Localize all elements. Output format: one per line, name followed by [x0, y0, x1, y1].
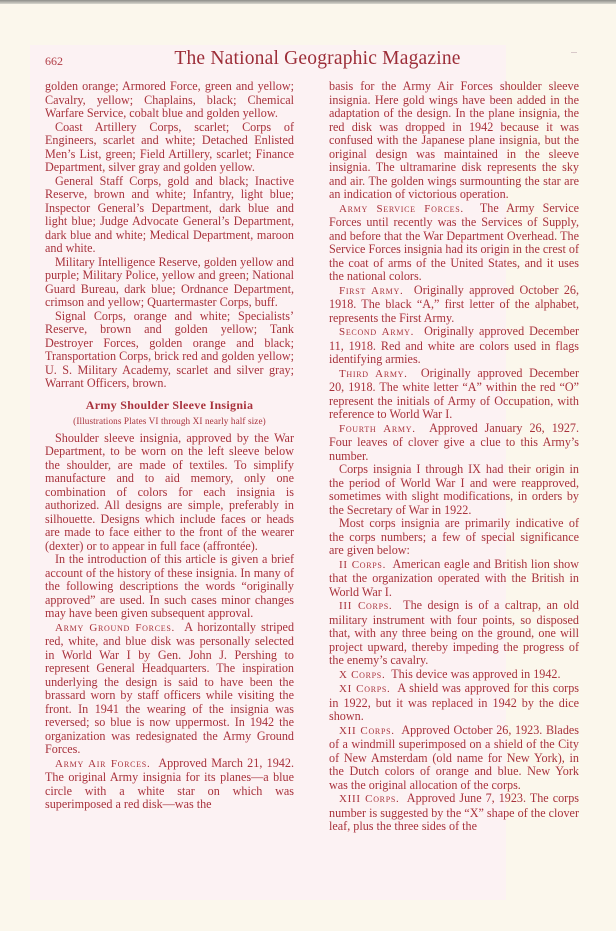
entry-text: Approved January 26, 1927. Four leaves of clover give a clue to this Army’s number.: [329, 420, 580, 463]
page-header: [45, 48, 590, 72]
paragraph: Most corps insignia are primarily indicative of the corps numbers; a few of special significance are given below:: [329, 516, 579, 557]
paragraph: golden orange; Armored Force, green and yellow; Cavalry, yellow; Chaplains, black; Chemical Warfare Service, cobalt blue and golden yellow.: [45, 79, 294, 120]
entry-label: III Corps.: [339, 600, 393, 612]
paragraph: Shoulder sleeve insignia, approved by the War Department, to be worn on the left sleeve below the shoulder, are made of textiles. To simplify manufacture and to aid memory, only one combination of colors for each insignia is authorized. All designs are simple, preferably in silhouette. Designs which include faces or heads are made to face either to the front of the wearer (dexter) or to appear in full face (affrontée).: [45, 430, 294, 553]
entry-third-army: [329, 367, 579, 422]
section-subheading: (Illustrations Plates VI through XI nearly half size): [73, 416, 266, 426]
entry-ii-corps: [329, 558, 579, 600]
scan-edge: [0, 0, 616, 4]
entry-text: Originally approved December 11, 1918. Red and white are colors used in flags identifying armies.: [329, 324, 580, 366]
entry-fourth-army: [329, 422, 579, 464]
page-number: 662: [45, 54, 63, 68]
entry-text: Approved October 26, 1923. Blades of a windmill superimposed on a shield of the City of New Amsterdam (old name for New York), in the Dutch colors of orange and blue. New York was the original allocation of the corps.: [329, 722, 580, 792]
entry-text: Originally approved December 20, 1918. The white letter “A” within the red “O” represent the initials of Army of Occupation, with reference to World War I.: [329, 365, 579, 421]
right-column: [329, 80, 579, 834]
section-heading: Army Shoulder Sleeve Insignia: [85, 397, 254, 412]
entry-xiii-corps: [329, 792, 579, 834]
left-column: [45, 80, 294, 812]
running-title: The National Geographic Magazine: [174, 48, 461, 69]
entry-text: Originally approved October 26, 1918. The black “A,” first letter of the alphabet, represents the First Army.: [329, 282, 579, 325]
entry-text: A horizontally striped red, white, and blue disk was personally selected in World War I by Gen. John J. Pershing to represent General Headquarters. The inspiration underlying the design is said to have been the brassard worn by staff officers while visiting the front. In 1941 the wearing of the insignia was reversed; so blue is now uppermost. In 1942 the organization was redesignated the Army Ground Forces.: [45, 619, 295, 756]
entry-label: First Army.: [339, 284, 404, 297]
entry-label: Army Ground Forces.: [55, 621, 175, 634]
entry-label: Third Army.: [339, 367, 408, 380]
entry-text: Approved June 7, 1923. The corps number is suggested by the “X” shape of the clover leaf, plus the three sides of the: [329, 791, 579, 833]
entry-label: Fourth Army.: [339, 422, 416, 435]
paragraph: Corps insignia I through IX had their origin in the period of World War I and were reapproved, sometimes with slight modifications, in orders by the Secretary of War in 1922.: [329, 462, 579, 517]
paragraph: General Staff Corps, gold and black; Inactive Reserve, brown and white; Infantry, light blue; Inspector General’s Department, dark blue and light blue; Judge Advocate General’s Department, dark blue and white; Medical Department, maroon and white.: [45, 173, 294, 255]
entry-label: Army Air Forces.: [55, 757, 151, 770]
entry-label: XI Corps.: [339, 683, 391, 695]
entry-text: Approved March 21, 1942. The original Army insignia for its planes—a blue circle with a white star on which was superimposed a red disk—was the: [45, 755, 294, 811]
paragraph: Military Intelligence Reserve, golden yellow and purple; Military Police, yellow and green; National Guard Bureau, dark blue; Ordnance Department, crimson and yellow; Quartermaster Corps, buff.: [45, 254, 294, 309]
entry-label: XIII Corps.: [339, 793, 400, 805]
entry-army-air-forces: [45, 757, 294, 812]
entry-label: Second Army.: [339, 326, 415, 338]
entry-label: Army Service Forces.: [339, 202, 464, 215]
entry-text: The design is of a caltrap, an old military instrument with four points, so disposed that, with any three being on the ground, one will project upward, thereby impeding the progress of the enemy’s cavalry.: [329, 598, 579, 667]
paragraph: In the introduction of this article is given a brief account of the history of these insignia. In many of the following descriptions the words “originally approved” are used. In such cases minor changes may have been given subsequent approval.: [45, 552, 294, 620]
paragraph: Signal Corps, orange and white; Specialists’ Reserve, brown and golden yellow; Tank Destroyer Forces, golden orange and black; Transportation Corps, brick red and golden yellow; U. S. Military Academy, scarlet and silver gray; Warrant Officers, brown.: [45, 308, 294, 390]
entry-first-army: [329, 284, 579, 326]
entry-x-corps: [329, 668, 579, 683]
entry-xi-corps: [329, 682, 579, 724]
entry-text: American eagle and British lion show that the organization operated with the British in World War I.: [329, 556, 579, 599]
entry-iii-corps: [329, 599, 579, 668]
entry-second-army: [329, 325, 579, 367]
entry-text: A shield was approved for this corps in 1922, but it was replaced in 1942 by the dice shown.: [329, 681, 579, 723]
entry-label: II Corps.: [339, 558, 387, 571]
entry-army-ground-forces: [45, 621, 294, 757]
entry-label: XII Corps.: [339, 724, 395, 737]
entry-xii-corps: [329, 724, 579, 793]
paragraph: Coast Artillery Corps, scarlet; Corps of Engineers, scarlet and white; Detached Enlisted Men’s List, green; Field Artillery, scarlet; Finance Department, silver gray and golden yellow.: [45, 119, 294, 174]
entry-army-service-forces: [329, 202, 579, 284]
paragraph: basis for the Army Air Forces shoulder sleeve insignia. Here gold wings have been added in the adaptation of the design. In the plane insignia, the red disk was dropped in 1942 because it was confused with the Japanese plane insignia, but the original design was maintained in the sleeve insignia. The ultramarine disk represents the sky and air. The golden wings surmounting the star are an indication of victorious operation.: [329, 79, 579, 201]
entry-label: X Corps.: [339, 668, 386, 681]
entry-text: The Army Service Forces until recently was the Services of Supply, and before that the War Department Overhead. The Service Forces insignia had its origin in the crest of the coat of arms of the United States, and it uses the national colors.: [329, 200, 579, 283]
entry-text: This device was approved in 1942.: [391, 666, 561, 681]
